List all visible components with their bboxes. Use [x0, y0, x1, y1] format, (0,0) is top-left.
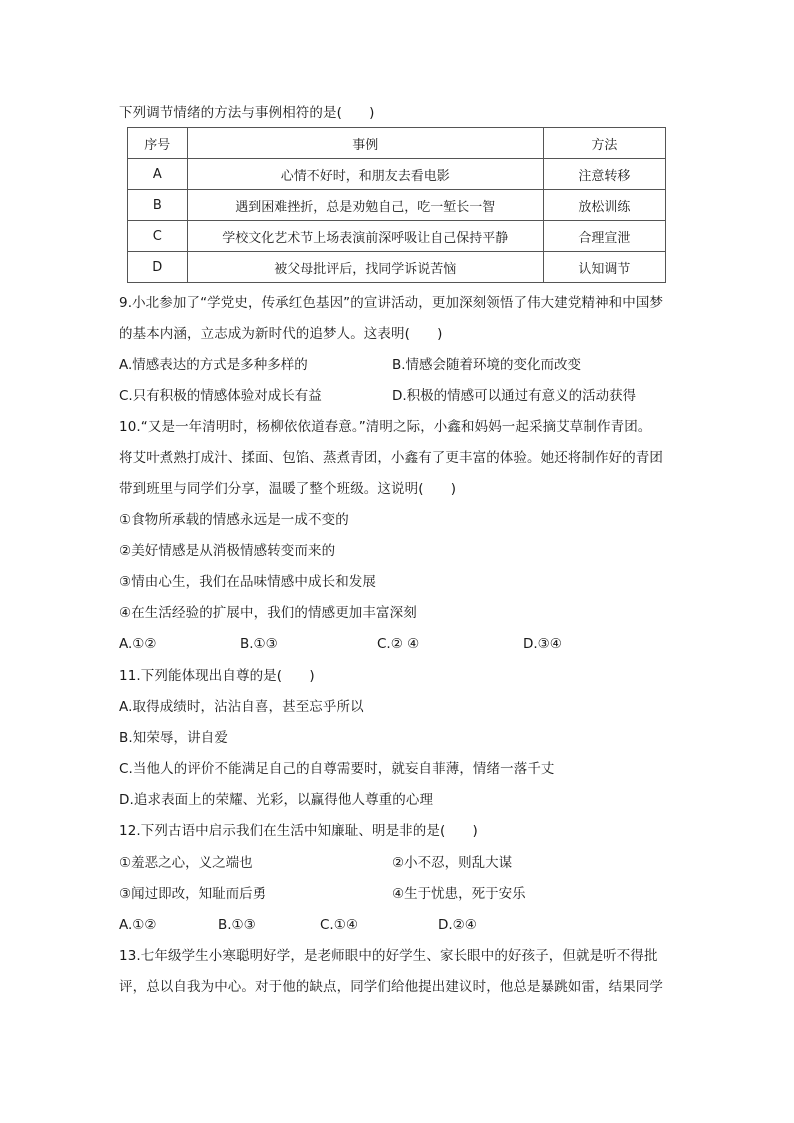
question-10-option-a: A.①②: [119, 636, 157, 652]
question-10-statement-4: ④在生活经验的扩展中，我们的情感更加丰富深刻: [119, 605, 417, 621]
table-header-cell: 方法: [543, 128, 665, 159]
question-9-option-d: D.积极的情感可以通过有意义的活动获得: [392, 388, 637, 404]
question-13-stem-line-2: 评，总以自我为中心。对于他的缺点，同学们给他提出建议时，他总是暴跳如雷，结果同学: [119, 979, 663, 995]
table-row: [128, 190, 666, 221]
question-9-stem-line-1: 9.小北参加了“学党史，传承红色基因”的宣讲活动，更加深刻领悟了伟大建党精神和中国梦: [119, 295, 664, 311]
table-cell: 注意转移: [543, 159, 665, 190]
table-header-row: [128, 128, 666, 159]
question-12-statement-1: ①羞恶之心，义之端也: [119, 855, 253, 871]
question-12-stem: 12.下列古语中启示我们在生活中知廉耻、明是非的是( ): [119, 823, 478, 839]
emotion-methods-table: [127, 127, 666, 283]
table-cell: 学校文化艺术节上场表演前深呼吸让自己保持平静: [187, 221, 543, 252]
question-10-statement-3: ③情由心生，我们在品味情感中成长和发展: [119, 574, 377, 590]
question-11-option-d: D.追求表面上的荣耀、光彩，以赢得他人尊重的心理: [119, 792, 434, 808]
table-row: [128, 252, 666, 283]
question-11-stem: 11.下列能体现出自尊的是( ): [119, 668, 315, 684]
table-cell: A: [128, 159, 188, 190]
question-10-stem-line-3: 带到班里与同学们分享，温暖了整个班级。这说明( ): [119, 481, 457, 497]
table-cell: 认知调节: [543, 252, 665, 283]
table-header-cell: 事例: [187, 128, 543, 159]
question-9-option-a: A.情感表达的方式是多种多样的: [119, 357, 308, 373]
question-12-option-d: D.②④: [438, 917, 477, 933]
question-9-option-b: B.情感会随着环境的变化而改变: [392, 357, 582, 373]
table-cell: B: [128, 190, 188, 221]
question-12-statement-2: ②小不忍，则乱大谋: [392, 855, 513, 871]
question-10-option-c: C.② ④: [377, 636, 420, 652]
table-row: [128, 221, 666, 252]
table-cell: 遇到困难挫折，总是劝勉自己，吃一堑长一智: [187, 190, 543, 221]
question-10-statement-2: ②美好情感是从消极情感转变而来的: [119, 543, 336, 559]
question-10-option-d: D.③④: [523, 636, 562, 652]
question-10-stem-line-1: 10.“又是一年清明时，杨柳依依道春意。”清明之际，小鑫和妈妈一起采摘艾草制作青团。: [119, 419, 652, 435]
question-12-statement-3: ③闻过即改，知耻而后勇: [119, 886, 267, 902]
question-9-stem-line-2: 的基本内涵，立志成为新时代的追梦人。这表明( ): [119, 326, 443, 342]
question-12-option-b: B.①③: [218, 917, 256, 933]
question-10-option-b: B.①③: [240, 636, 278, 652]
question-11-option-c: C.当他人的评价不能满足自己的自尊需要时，就妄自菲薄，情绪一落千丈: [119, 761, 555, 777]
question-12-option-a: A.①②: [119, 917, 157, 933]
question-11-option-b: B.知荣辱，讲自爱: [119, 730, 228, 746]
question-11-option-a: A.取得成绩时，沾沾自喜，甚至忘乎所以: [119, 699, 364, 715]
table-cell: 被父母批评后，找同学诉说苦恼: [187, 252, 543, 283]
question-9-option-c: C.只有积极的情感体验对成长有益: [119, 388, 322, 404]
question-12-statement-4: ④生于忧患，死于安乐: [392, 886, 526, 902]
table-cell: 合理宣泄: [543, 221, 665, 252]
question-10-statement-1: ①食物所承载的情感永远是一成不变的: [119, 512, 349, 528]
question-8-stem: 下列调节情绪的方法与事例相符的是( ): [119, 105, 375, 121]
table-row: [128, 159, 666, 190]
table-cell: 放松训练: [543, 190, 665, 221]
table-cell: C: [128, 221, 188, 252]
question-13-stem-line-1: 13.七年级学生小寒聪明好学，是老师眼中的好学生、家长眼中的好孩子，但就是听不得批: [119, 948, 658, 964]
table-cell: D: [128, 252, 188, 283]
table-cell: 心情不好时，和朋友去看电影: [187, 159, 543, 190]
question-12-option-c: C.①④: [320, 917, 358, 933]
question-10-stem-line-2: 将艾叶煮熟打成汁、揉面、包馅、蒸煮青团，小鑫有了更丰富的体验。她还将制作好的青团: [119, 450, 663, 466]
table-header-cell: 序号: [128, 128, 188, 159]
